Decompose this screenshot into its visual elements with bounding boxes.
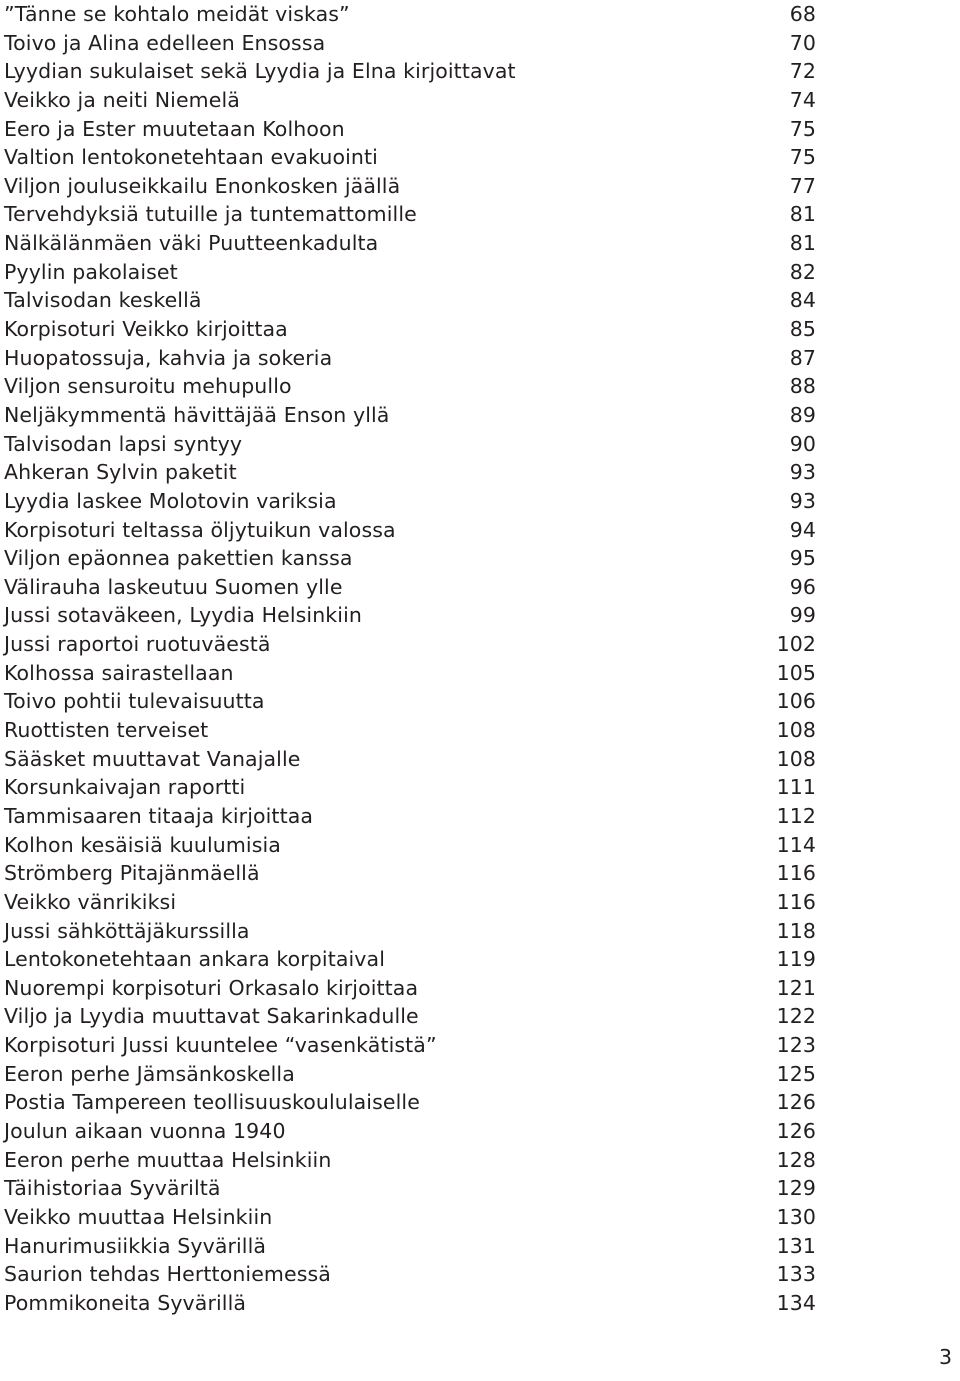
toc-entry bbox=[4, 716, 816, 745]
toc-entry-title: Korsunkaivajan raportti bbox=[4, 775, 246, 800]
toc-entry bbox=[4, 344, 816, 373]
toc-entry bbox=[4, 29, 816, 58]
toc-entry-title: Viljon sensuroitu mehupullo bbox=[4, 374, 292, 399]
toc-entry-page: 111 bbox=[776, 775, 816, 800]
toc-entry-title: Tammisaaren titaaja kirjoittaa bbox=[4, 803, 314, 828]
toc-entry bbox=[4, 1117, 816, 1146]
toc-entry bbox=[4, 1232, 816, 1261]
toc-entry-title: Sääsket muuttavat Vanajalle bbox=[4, 746, 301, 771]
toc-entry-page: 70 bbox=[789, 30, 816, 55]
toc-entry-page: 122 bbox=[776, 1004, 816, 1029]
toc-entry-title: Viljo ja Lyydia muuttavat Sakarinkadulle bbox=[4, 1004, 419, 1029]
toc-entry-page: 119 bbox=[776, 947, 816, 972]
toc-entry-page: 108 bbox=[776, 746, 816, 771]
toc-entry-title: Valtion lentokonetehtaan evakuointi bbox=[4, 145, 378, 170]
toc-entry-page: 89 bbox=[789, 402, 816, 427]
toc-entry-title: Korpisoturi teltassa öljytuikun valossa bbox=[4, 517, 396, 542]
toc-entry bbox=[4, 974, 816, 1003]
toc-entry bbox=[4, 659, 816, 688]
toc-entry-title: Nälkälänmäen väki Puutteenkadulta bbox=[4, 231, 379, 256]
toc-entry-title: Korpisoturi Jussi kuuntelee “vasenkätistä” bbox=[4, 1033, 437, 1058]
toc-entry bbox=[4, 573, 816, 602]
toc-entry bbox=[4, 945, 816, 974]
toc-entry bbox=[4, 372, 816, 401]
toc-entry-title: Veikko vänrikiksi bbox=[4, 889, 177, 914]
toc-entry-page: 134 bbox=[776, 1290, 816, 1315]
toc-entry-page: 77 bbox=[789, 173, 816, 198]
toc-entry-title: Postia Tampereen teollisuuskoululaiselle bbox=[4, 1090, 420, 1115]
toc-entry-title: Ahkeran Sylvin paketit bbox=[4, 460, 237, 485]
toc-entry bbox=[4, 1060, 816, 1089]
toc-entry bbox=[4, 258, 816, 287]
toc-entry-page: 84 bbox=[789, 288, 816, 313]
toc-entry-title: Täihistoriaa Syväriltä bbox=[4, 1176, 221, 1201]
toc-entry bbox=[4, 57, 816, 86]
toc-entry-page: 116 bbox=[776, 861, 816, 886]
toc-entry bbox=[4, 1031, 816, 1060]
toc-entry-page: 118 bbox=[776, 918, 816, 943]
toc-entry-title: Tervehdyksiä tutuille ja tuntemattomille bbox=[4, 202, 417, 227]
toc-entry-page: 94 bbox=[789, 517, 816, 542]
toc-entry-title: Eeron perhe muuttaa Helsinkiin bbox=[4, 1147, 332, 1172]
toc-entry-title: Veikko ja neiti Niemelä bbox=[4, 87, 240, 112]
toc-entry bbox=[4, 143, 816, 172]
toc-entry-title: Toivo ja Alina edelleen Ensossa bbox=[4, 30, 326, 55]
toc-entry-title: Veikko muuttaa Helsinkiin bbox=[4, 1204, 273, 1229]
toc-entry-title: Eeron perhe Jämsänkoskella bbox=[4, 1061, 295, 1086]
toc-entry-title: Viljon jouluseikkailu Enonkosken jäällä bbox=[4, 173, 401, 198]
toc-entry bbox=[4, 286, 816, 315]
toc-entry-page: 75 bbox=[789, 145, 816, 170]
toc-entry bbox=[4, 1260, 816, 1289]
toc-entry-page: 116 bbox=[776, 889, 816, 914]
toc-entry bbox=[4, 516, 816, 545]
toc-entry bbox=[4, 0, 816, 29]
toc-entry-page: 75 bbox=[789, 116, 816, 141]
toc-entry bbox=[4, 831, 816, 860]
toc-entry-title: Strömberg Pitajänmäellä bbox=[4, 861, 260, 886]
toc-entry-page: 93 bbox=[789, 460, 816, 485]
toc-entry-page: 68 bbox=[789, 2, 816, 26]
toc-entry bbox=[4, 1088, 816, 1117]
toc-entry-page: 126 bbox=[776, 1118, 816, 1143]
toc-entry bbox=[4, 1289, 816, 1318]
toc-entry bbox=[4, 1174, 816, 1203]
toc-entry-title: Pyylin pakolaiset bbox=[4, 259, 178, 284]
toc-entry-page: 90 bbox=[789, 431, 816, 456]
toc-entry bbox=[4, 687, 816, 716]
toc-entry-title: Talvisodan lapsi syntyy bbox=[4, 431, 243, 456]
toc-entry-title: Viljon epäonnea pakettien kanssa bbox=[4, 546, 353, 571]
toc-entry bbox=[4, 401, 816, 430]
toc-entry-title: Neljäkymmentä hävittäjää Enson yllä bbox=[4, 402, 390, 427]
toc-entry-page: 95 bbox=[789, 546, 816, 571]
toc-entry-page: 133 bbox=[776, 1262, 816, 1287]
toc-entry-title: Lyydia laskee Molotovin variksia bbox=[4, 488, 337, 513]
toc-entry-page: 130 bbox=[776, 1204, 816, 1229]
toc-entry-page: 106 bbox=[776, 689, 816, 714]
toc-entry-title: Huopatossuja, kahvia ja sokeria bbox=[4, 345, 333, 370]
toc-entry bbox=[4, 888, 816, 917]
toc-entry-page: 125 bbox=[776, 1061, 816, 1086]
toc-entry-title: Jussi sähköttäjäkurssilla bbox=[4, 918, 250, 943]
toc-entry bbox=[4, 487, 816, 516]
toc-entry-page: 85 bbox=[789, 317, 816, 342]
toc-entry bbox=[4, 1002, 816, 1031]
toc-entry-title: Pommikoneita Syvärillä bbox=[4, 1290, 247, 1315]
toc-entry-page: 126 bbox=[776, 1090, 816, 1115]
toc-entry bbox=[4, 315, 816, 344]
toc-entry bbox=[4, 773, 816, 802]
toc-entry-page: 81 bbox=[789, 231, 816, 256]
toc-entry bbox=[4, 917, 816, 946]
toc-entry-page: 114 bbox=[776, 832, 816, 857]
toc-entry bbox=[4, 86, 816, 115]
toc-entry bbox=[4, 630, 816, 659]
toc-entry-title: Ruottisten terveiset bbox=[4, 718, 209, 743]
table-of-contents bbox=[4, 0, 816, 1317]
toc-entry-title: Jussi raportoi ruotuväestä bbox=[4, 632, 271, 657]
toc-entry-title: Nuorempi korpisoturi Orkasalo kirjoittaa bbox=[4, 975, 419, 1000]
toc-entry-page: 123 bbox=[776, 1033, 816, 1058]
toc-entry-title: Kolhon kesäisiä kuulumisia bbox=[4, 832, 281, 857]
toc-entry-page: 112 bbox=[776, 803, 816, 828]
toc-entry-page: 74 bbox=[789, 87, 816, 112]
toc-entry-page: 96 bbox=[789, 574, 816, 599]
toc-entry-page: 121 bbox=[776, 975, 816, 1000]
toc-entry bbox=[4, 1146, 816, 1175]
toc-entry-page: 88 bbox=[789, 374, 816, 399]
toc-entry-title: Kolhossa sairastellaan bbox=[4, 660, 234, 685]
toc-entry-title: Välirauha laskeutuu Suomen ylle bbox=[4, 574, 343, 599]
toc-entry-title: Talvisodan keskellä bbox=[4, 288, 202, 313]
toc-entry-title: Joulun aikaan vuonna 1940 bbox=[4, 1118, 286, 1143]
toc-entry-page: 131 bbox=[776, 1233, 816, 1258]
toc-entry-title: Korpisoturi Veikko kirjoittaa bbox=[4, 317, 288, 342]
toc-entry bbox=[4, 859, 816, 888]
toc-entry-title: Lentokonetehtaan ankara korpitaival bbox=[4, 947, 385, 972]
toc-entry-title: Jussi sotaväkeen, Lyydia Helsinkiin bbox=[4, 603, 362, 628]
toc-entry-page: 81 bbox=[789, 202, 816, 227]
toc-entry-page: 108 bbox=[776, 718, 816, 743]
toc-entry-title: Saurion tehdas Herttoniemessä bbox=[4, 1262, 331, 1287]
toc-entry-page: 72 bbox=[789, 59, 816, 84]
toc-entry bbox=[4, 601, 816, 630]
page-number: 3 bbox=[938, 1345, 952, 1369]
toc-entry-page: 129 bbox=[776, 1176, 816, 1201]
toc-entry bbox=[4, 745, 816, 774]
toc-entry bbox=[4, 172, 816, 201]
toc-entry bbox=[4, 115, 816, 144]
toc-entry-title: Lyydian sukulaiset sekä Lyydia ja Elna kirjoittavat bbox=[4, 59, 516, 84]
toc-entry-title: ”Tänne se kohtalo meidät viskas” bbox=[4, 2, 350, 26]
toc-entry bbox=[4, 430, 816, 459]
toc-entry bbox=[4, 544, 816, 573]
toc-entry-title: Toivo pohtii tulevaisuutta bbox=[4, 689, 265, 714]
toc-entry-page: 82 bbox=[789, 259, 816, 284]
toc-entry-page: 93 bbox=[789, 488, 816, 513]
toc-entry-page: 128 bbox=[776, 1147, 816, 1172]
toc-entry-page: 102 bbox=[776, 632, 816, 657]
toc-entry bbox=[4, 229, 816, 258]
toc-entry-page: 99 bbox=[789, 603, 816, 628]
toc-entry bbox=[4, 458, 816, 487]
toc-entry-title: Eero ja Ester muutetaan Kolhoon bbox=[4, 116, 345, 141]
toc-entry-title: Hanurimusiikkia Syvärillä bbox=[4, 1233, 267, 1258]
toc-entry-page: 87 bbox=[789, 345, 816, 370]
toc-entry bbox=[4, 200, 816, 229]
toc-entry bbox=[4, 802, 816, 831]
toc-entry bbox=[4, 1203, 816, 1232]
toc-entry-page: 105 bbox=[776, 660, 816, 685]
